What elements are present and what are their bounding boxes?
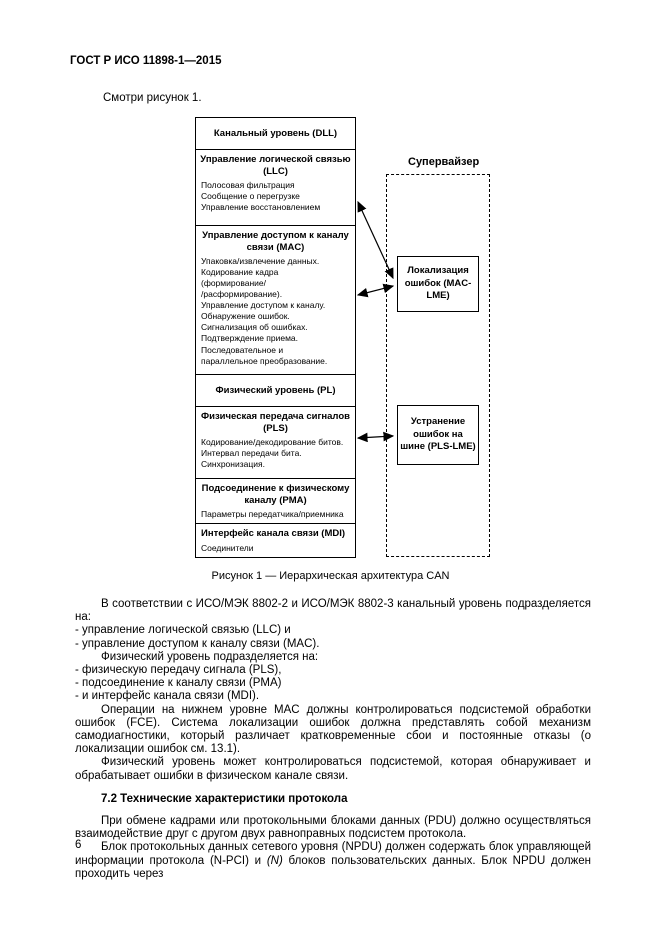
layer-detail-line: Управление восстановлением: [201, 202, 321, 213]
layer-detail-line: Сообщение о перегрузке: [201, 191, 300, 202]
paragraph: Физический уровень может контролироваться подсистемой, которая обнаруживает и обрабатывает ошибки в физическом канале связи.: [75, 756, 591, 782]
layer-detail-line: /расформирование).: [201, 289, 283, 300]
layer-detail-line: Упаковка/извлечение данных.: [201, 256, 320, 267]
list-line: - управление доступом к каналу связи (MAC).: [75, 637, 320, 650]
figure-1-can-architecture: [0, 116, 661, 574]
list-line: - подсоединение к каналу связи (PMA): [75, 677, 282, 690]
layer-detail-line: Управление доступом к каналу.: [201, 300, 326, 311]
supervisor-dashed-box: [386, 174, 490, 557]
layer-box-llc: [195, 149, 356, 226]
layer-box-mac: [195, 225, 356, 375]
paragraph: [75, 841, 591, 881]
layer-title: Интерфейс канала связи (MDI): [201, 528, 346, 540]
layer-detail-line: параллельное преобразование.: [201, 355, 328, 366]
paragraph: В соответствии с ИСО/МЭК 8802-2 и ИСО/МЭК 8802-3 канальный уровень подразделяется на:: [75, 598, 591, 624]
layer-box-pma: [195, 478, 356, 524]
intro-text: Смотри рисунок 1.: [103, 92, 202, 104]
mac-lme-box: Локализация ошибок (MAC-LME): [397, 256, 479, 312]
layer-title: Физическая передача сигналов (PLS): [201, 411, 350, 434]
layer-details: [196, 508, 355, 523]
layer-detail-line: Сигнализация об ошибках.: [201, 322, 308, 333]
layer-title: Физический уровень (PL): [215, 384, 336, 396]
page-number: 6: [75, 839, 82, 851]
layer-details: [196, 542, 355, 557]
layer-box-pl: [195, 374, 356, 407]
paragraph-text: блоков пользовательских данных. Блок NPDU должен проходить через: [75, 854, 591, 880]
layer-detail-line: (формирование/: [201, 278, 267, 289]
layer-title: Управление доступом к каналу связи (MAC): [202, 230, 349, 253]
paragraph: При обмене кадрами или протокольными блоками данных (PDU) должно осуществляться взаимодействие друг с другом двух равноправных подсистем протокола.: [75, 815, 591, 841]
layer-detail-line: Кодирование кадра: [201, 267, 279, 278]
layer-box-mdi: [195, 523, 356, 558]
layer-details: [196, 179, 355, 216]
layer-detail-line: Соединители: [201, 542, 254, 553]
paragraph-text: Блок протокольных данных сетевого уровня (NPDU) должен содержать блок управляющей информации протокола (N-PCI) и: [75, 841, 591, 867]
section-heading-7-2: 7.2 Технические характеристики протокола: [101, 792, 348, 805]
supervisor-label: Супервайзер: [408, 156, 480, 168]
protocol-layer-stack: [195, 118, 356, 558]
layer-title: Управление логической связью (LLC): [200, 154, 351, 177]
layer-detail-line: Синхронизация.: [201, 459, 265, 470]
list-line: - управление логической связью (LLC) и: [75, 624, 291, 637]
layer-details: [196, 436, 355, 473]
layer-box-pls: [195, 406, 356, 479]
layer-title: Подсоединение к физическому каналу (PMA): [201, 483, 350, 506]
pls-lme-box: Устранение ошибок на шине (PLS-LME): [397, 405, 479, 465]
figure-caption: Рисунок 1 — Иерархическая архитектура CAN: [211, 570, 450, 582]
layer-box-dll: [195, 117, 356, 150]
layer-detail-line: Кодирование/декодирование битов.: [201, 437, 344, 448]
body-text: [75, 598, 591, 881]
layer-detail-line: Полосовая фильтрация: [201, 180, 295, 191]
layer-title: Канальный уровень (DLL): [213, 127, 338, 139]
paragraph: Физический уровень подразделяется на:: [101, 650, 319, 663]
document-header: ГОСТ Р ИСО 11898-1—2015: [70, 55, 222, 67]
layer-details: [196, 255, 355, 369]
list-line: - и интерфейс канала связи (MDI).: [75, 690, 260, 703]
layer-detail-line: Подтверждение приема.: [201, 333, 299, 344]
paragraph-italic-n: (N): [266, 854, 283, 867]
list-line: - физическую передачу сигнала (PLS),: [75, 664, 282, 677]
layer-detail-line: Интервал передачи бита.: [201, 448, 302, 459]
layer-detail-line: Последовательное и: [201, 344, 284, 355]
layer-detail-line: Параметры передатчика/приемника: [201, 509, 344, 520]
layer-detail-line: Обнаружение ошибок.: [201, 311, 290, 322]
paragraph: Операции на нижнем уровне MAC должны контролироваться подсистемой обработки ошибок (FCE). Система локализации ошибок должна представлять собой механизм самодиагностики, который различает кратковременные сбои и постоянные отказы (о локализации ошибок см. 13.1).: [75, 703, 591, 756]
